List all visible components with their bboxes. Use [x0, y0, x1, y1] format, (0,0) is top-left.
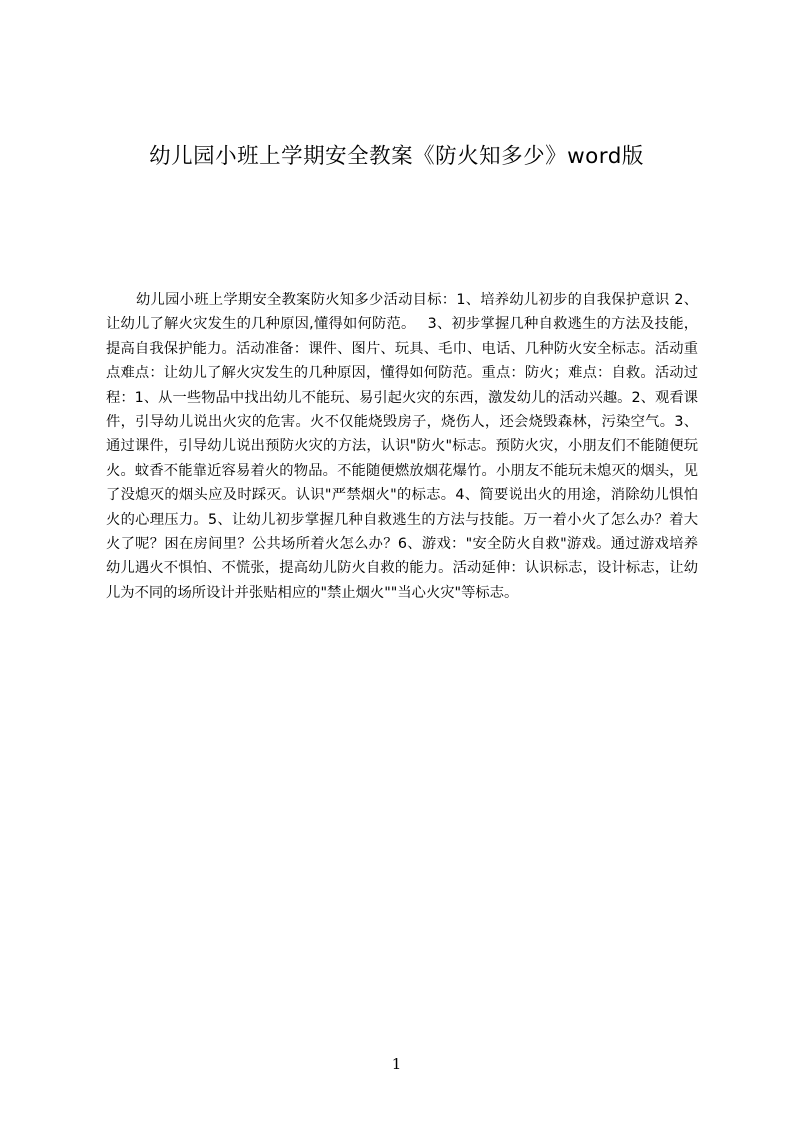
page-number: 1	[391, 1055, 402, 1073]
document-title: 幼儿园小班上学期安全教案《防火知多少》word版	[149, 144, 644, 169]
body-paragraph: 幼儿园小班上学期安全教案防火知多少活动目标：1、培养幼儿初步的自我保护意识 2、让幼儿了解火灾发生的几种原因,懂得如何防范。 3、初步掌握几种自救逃生的方法及技能，提高自我保护能力。活动准备：课件、图片、玩具、毛巾、电话、几种防火安全标志。活动重点难点：让幼儿了解火灾发生的几种原因，懂得如何防范。重点：防火；难点：自救。活动过程：1、从一些物品中找出幼儿不能玩、易引起火灾的东西，激发幼儿的活动兴趣。2、观看课件，引导幼儿说出火灾的危害。火不仅能烧毁房子，烧伤人，还会烧毁森林，污染空气。3、通过课件，引导幼儿说出预防火灾的方法，认识"防火"标志。预防火灾，小朋友们不能随便玩火。蚊香不能靠近容易着火的物品。不能随便燃放烟花爆竹。小朋友不能玩未熄灭的烟头，见了没熄灭的烟头应及时踩灭。认识"严禁烟火"的标志。4、简要说出火的用途，消除幼儿惧怕火的心理压力。5、让幼儿初步掌握几种自救逃生的方法与技能。万一着小火了怎么办？着大火了呢？困在房间里？公共场所着火怎么办？6、游戏："安全防火自救"游戏。通过游戏培养幼儿遇火不惧怕、不慌张，提高幼儿防火自救的能力。活动延伸：认识标志，设计标志，让幼儿为不同的场所设计并张贴相应的"禁止烟火""当心火灾"等标志。	[106, 292, 698, 601]
body-text-block	[106, 288, 698, 668]
